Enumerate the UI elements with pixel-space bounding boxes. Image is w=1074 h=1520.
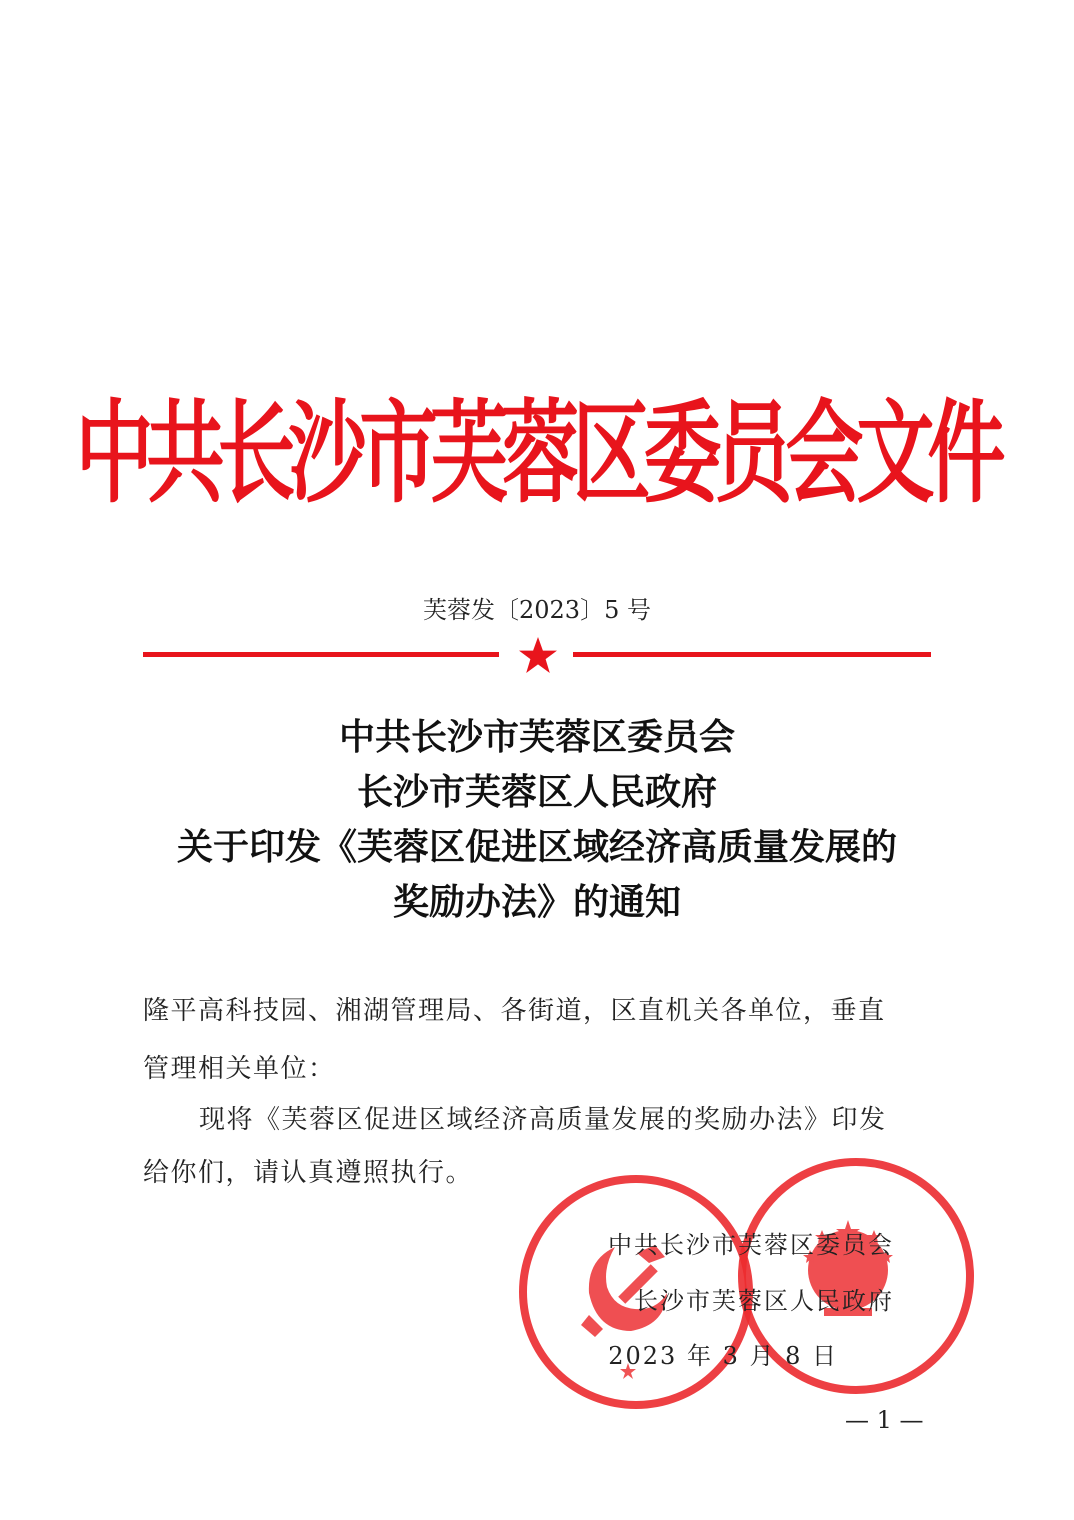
title-line-1: 中共长沙市芙蓉区委员会 [338, 716, 735, 758]
body-line-2: 给你们，请认真遵照执行。 [143, 1158, 474, 1188]
document-masthead: 中共长沙市芙蓉区委员会文件 [75, 390, 999, 519]
title-line-2: 长沙市芙蓉区人民政府 [356, 771, 717, 813]
recipients-line-2: 管理相关单位： [143, 1054, 336, 1084]
body-line-1: 现将《芙蓉区促进区域经济高质量发展的奖励办法》印发 [199, 1105, 887, 1135]
red-divider-left [143, 652, 499, 657]
title-line-4: 奖励办法》的通知 [392, 881, 681, 923]
title-line-3: 关于印发《芙蓉区促进区域经济高质量发展的 [176, 826, 897, 868]
red-divider-right [573, 652, 931, 657]
signature-org-1: 中共长沙市芙蓉区委员会 [608, 1231, 894, 1259]
recipients-line-1: 隆平高科技园、湘湖管理局、各街道，区直机关各单位，垂直 [143, 996, 886, 1026]
signature-date: 2023 年 3 月 8 日 [608, 1342, 838, 1370]
document-number: 芙蓉发〔2023〕5 号 [423, 596, 651, 624]
signature-org-2: 长沙市芙蓉区人民政府 [634, 1287, 894, 1315]
page-number: — 1 — [845, 1406, 924, 1434]
red-star-icon [518, 636, 558, 676]
